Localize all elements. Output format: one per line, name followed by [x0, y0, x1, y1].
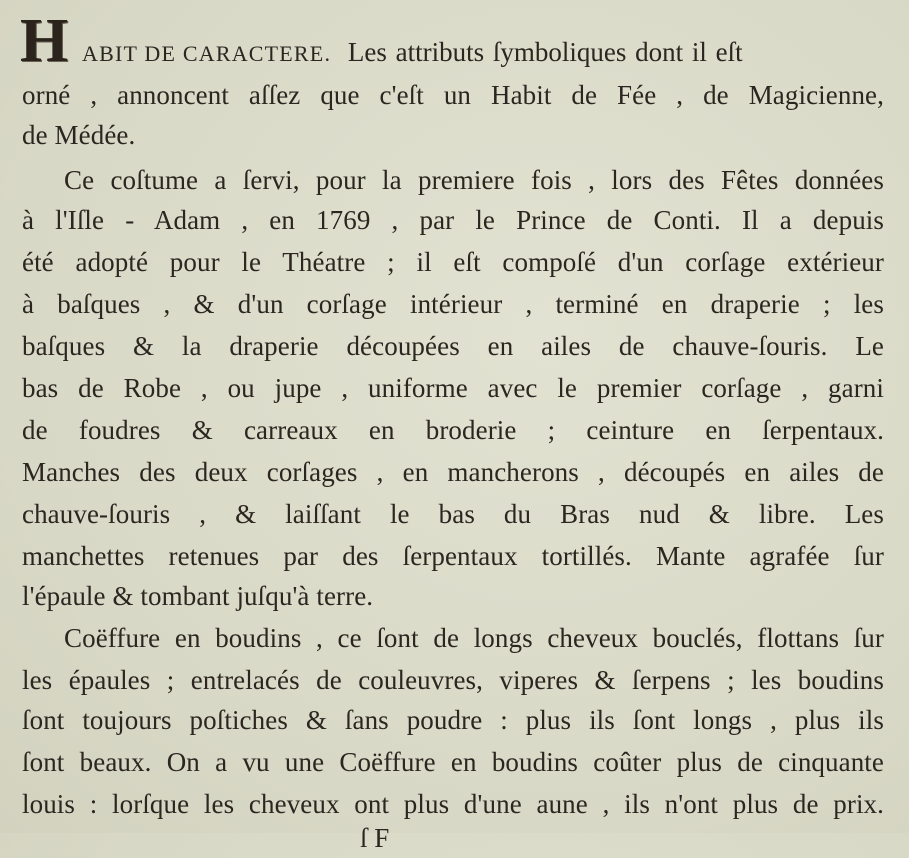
text-line-17: ſont beaux. On a vu une Coëffure en boudins coûter plus de cinquante — [22, 747, 884, 777]
text-line-7: baſques & la draperie découpées en ailes de chauve-ſouris. Le — [22, 331, 884, 361]
cut-off-line: ſ F — [360, 823, 390, 853]
text-line-6: à baſques , & d'un corſage intérieur , terminé en draperie ; les — [22, 289, 884, 319]
text-line-11: chauve-ſouris , & laiſſant le bas du Bras nud & libre. Les — [22, 499, 884, 529]
text-line-5: été adopté pour le Théatre ; il eſt compoſé d'un corſage extérieur — [22, 247, 884, 277]
text-line-18: louis : lorſque les cheveux ont plus d'une aune , ils n'ont plus de prix. — [22, 789, 884, 819]
text-line-9: de foudres & carreaux en broderie ; ceinture en ſerpentaux. — [22, 415, 884, 445]
text-line-1: orné , annoncent aſſez que c'eſt un Habit de Fée , de Magicienne, — [22, 80, 884, 110]
text-line-10: Manches des deux corſages , en mancherons , découpés en ailes de — [22, 457, 884, 487]
text-line-2: de Médée. — [22, 120, 136, 150]
title-line-continuation: Les attributs ſymboliques dont il eſt — [347, 37, 743, 67]
text-line-4: à l'Iſle - Adam , en 1769 , par le Prince de Conti. Il a depuis — [22, 205, 884, 235]
text-line-16: ſont toujours poſtiches & ſans poudre : plus ils ſont longs , plus ils — [22, 705, 884, 735]
text-line-8: bas de Robe , ou jupe , uniforme avec le premier corſage , garni — [22, 373, 884, 403]
text-line-13: l'épaule & tombant juſqu'à terre. — [22, 581, 374, 611]
text-line-12: manchettes retenues par des ſerpentaux tortillés. Mante agrafée ſur — [22, 541, 884, 571]
text-line-3: Ce coſtume a ſervi, pour la premiere fois , lors des Fêtes données — [64, 165, 884, 195]
drop-cap: H — [20, 7, 69, 75]
habit-title: ABIT DE CARACTERE. — [82, 41, 332, 66]
text-line-15: les épaules ; entrelacés de couleuvres, viperes & ſerpens ; les boudins — [22, 665, 884, 695]
text-line-14: Coëffure en boudins , ce ſont de longs cheveux bouclés, flottans ſur — [64, 623, 884, 653]
title-line — [82, 32, 743, 72]
